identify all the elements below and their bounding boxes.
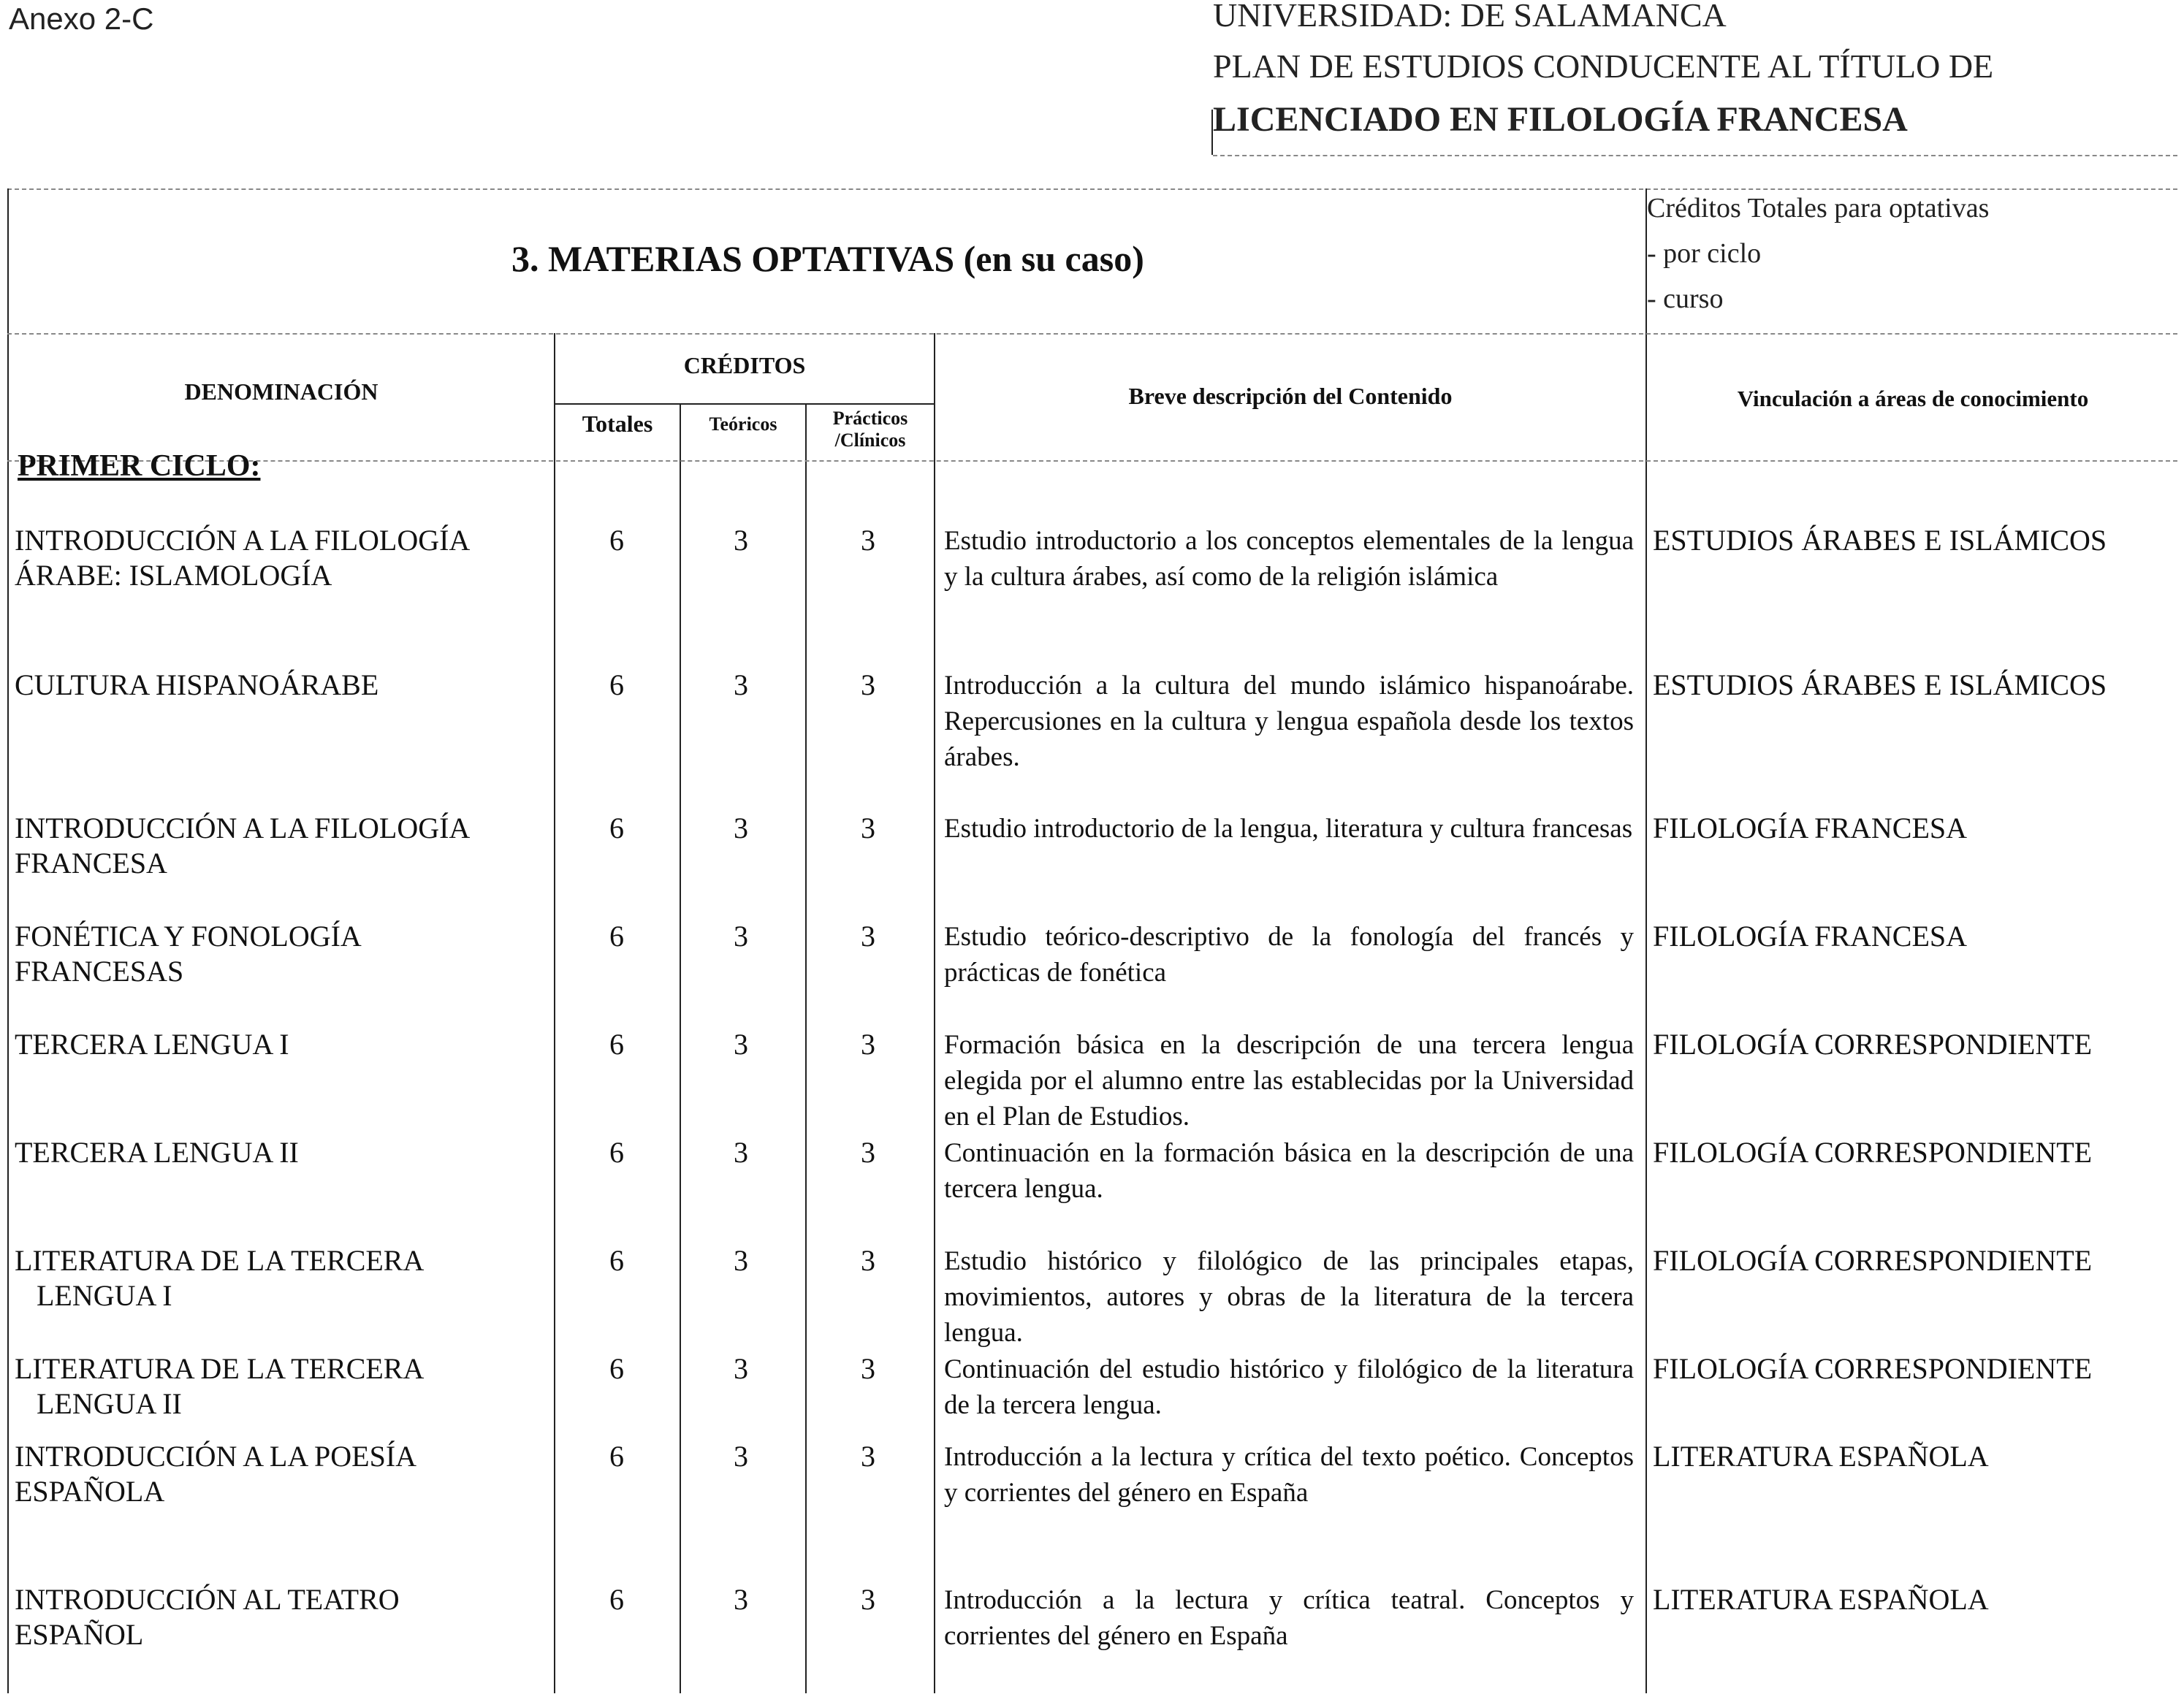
subject-name <box>15 1582 541 1652</box>
knowledge-area: FILOLOGÍA CORRESPONDIENTE <box>1653 1136 2093 1169</box>
col-header-totales: Totales <box>582 411 653 437</box>
knowledge-area: FILOLOGÍA CORRESPONDIENTE <box>1653 1244 2093 1277</box>
subject-name-line1: INTRODUCCIÓN AL TEATRO <box>15 1583 400 1616</box>
credits-teoricos: 3 <box>734 1352 748 1385</box>
credits-box-line: - curso <box>1647 283 1724 314</box>
credits-teoricos: 3 <box>734 1244 748 1277</box>
subject-name-line1: CULTURA HISPANOÁRABE <box>15 668 379 701</box>
subject-description: Formación básica en la descripción de una tercera lengua elegida por el alumno entre las establecidas por la Universidad en el Plan de Estudios. <box>944 1030 1634 1132</box>
col-divider-teoricos <box>680 403 681 1693</box>
subject-description: Estudio histórico y filológico de las principales etapas, movimientos, autores y obras de la literatura de la tercera lengua. <box>944 1246 1634 1348</box>
degree-box-left <box>1211 110 1213 155</box>
subject-name-line1: INTRODUCCIÓN A LA POESÍA <box>15 1440 417 1473</box>
credits-totales: 6 <box>609 668 624 701</box>
knowledge-area: FILOLOGÍA FRANCESA <box>1653 920 1968 953</box>
subject-description: Continuación en la formación básica en la descripción de una tercera lengua. <box>944 1138 1634 1204</box>
credits-practicos: 3 <box>861 1244 875 1277</box>
credits-totales: 6 <box>609 1244 624 1277</box>
credits-teoricos: 3 <box>734 524 748 557</box>
subject-description: Estudio teórico-descriptivo de la fonología del francés y prácticas de fonética <box>944 922 1634 988</box>
knowledge-area: FILOLOGÍA CORRESPONDIENTE <box>1653 1352 2093 1385</box>
col-divider-desc <box>934 333 935 1693</box>
col-divider-area <box>1645 188 1647 1693</box>
subject-name-line2: ESPAÑOL <box>15 1618 144 1651</box>
plan-line: PLAN DE ESTUDIOS CONDUCENTE AL TÍTULO DE <box>1213 47 1994 85</box>
table-left-border <box>7 188 9 1693</box>
credits-practicos: 3 <box>861 668 875 701</box>
credits-teoricos: 3 <box>734 1583 748 1616</box>
subject-name-line1: INTRODUCCIÓN A LA FILOLOGÍA <box>15 812 471 844</box>
knowledge-area: ESTUDIOS ÁRABES E ISLÁMICOS <box>1653 668 2107 701</box>
subject-name-line1: TERCERA LENGUA II <box>15 1136 299 1169</box>
credits-practicos: 3 <box>861 920 875 953</box>
col-header-teoricos: Teóricos <box>709 413 777 435</box>
creditos-subheader-line <box>554 403 934 405</box>
subject-description: Introducción a la lectura y crítica teatral. Conceptos y corrientes del género en España <box>944 1585 1634 1651</box>
credits-totales: 6 <box>609 524 624 557</box>
subject-description: Continuación del estudio histórico y filológico de la literatura de la tercera lengua. <box>944 1354 1634 1420</box>
subject-description: Estudio introductorio de la lengua, literatura y cultura francesas <box>944 814 1633 844</box>
subject-name-line2: LENGUA I <box>37 1279 172 1312</box>
credits-practicos: 3 <box>861 1028 875 1061</box>
degree-title: LICENCIADO EN FILOLOGÍA FRANCESA <box>1213 100 1908 139</box>
subject-name <box>15 1439 541 1509</box>
credits-totales: 6 <box>609 1136 624 1169</box>
subject-name-line1: TERCERA LENGUA I <box>15 1028 289 1061</box>
credits-teoricos: 3 <box>734 1028 748 1061</box>
degree-underline <box>1213 155 2177 156</box>
subject-name-line1: INTRODUCCIÓN A LA FILOLOGÍA <box>15 524 471 557</box>
credits-practicos: 3 <box>861 812 875 844</box>
annex-label: Anexo 2-C <box>9 1 154 36</box>
credits-teoricos: 3 <box>734 1136 748 1169</box>
subject-name <box>15 1027 541 1062</box>
credits-totales: 6 <box>609 920 624 953</box>
subject-name-line1: LITERATURA DE LA TERCERA <box>15 1352 425 1385</box>
subject-name <box>15 1135 541 1170</box>
subject-name <box>15 1243 541 1313</box>
subject-name-line1: FONÉTICA Y FONOLOGÍA <box>15 920 362 953</box>
credits-teoricos: 3 <box>734 812 748 844</box>
col-header-vinculacion: Vinculación a áreas de conocimiento <box>1737 386 2089 411</box>
col-header-practicos-line1: Prácticos <box>832 408 908 429</box>
col-header-denominacion: DENOMINACIÓN <box>184 378 378 405</box>
subject-name <box>15 668 541 703</box>
university-line: UNIVERSIDAD: DE SALAMANCA <box>1213 0 1727 34</box>
subject-name <box>15 1351 541 1422</box>
credits-totales: 6 <box>609 812 624 844</box>
credits-box-line: - por ciclo <box>1647 238 1762 269</box>
subject-name-line2: ESPAÑOLA <box>15 1475 165 1508</box>
credits-box <box>1647 186 1989 321</box>
credits-teoricos: 3 <box>734 668 748 701</box>
section-title: 3. MATERIAS OPTATIVAS (en su caso) <box>511 238 1144 279</box>
credits-teoricos: 3 <box>734 920 748 953</box>
credits-totales: 6 <box>609 1352 624 1385</box>
col-header-practicos-line2: /Clínicos <box>834 430 906 451</box>
credits-totales: 6 <box>609 1028 624 1061</box>
credits-practicos: 3 <box>861 524 875 557</box>
subject-name-line2: FRANCESA <box>15 847 167 880</box>
knowledge-area: FILOLOGÍA FRANCESA <box>1653 812 1968 844</box>
subject-name <box>15 811 541 881</box>
col-divider-practicos <box>805 403 807 1693</box>
section-bottom-border <box>7 333 2177 335</box>
knowledge-area: LITERATURA ESPAÑOLA <box>1653 1440 1989 1473</box>
subject-name <box>15 523 541 593</box>
credits-totales: 6 <box>609 1440 624 1473</box>
col-header-descripcion: Breve descripción del Contenido <box>1128 383 1453 409</box>
credits-totales: 6 <box>609 1583 624 1616</box>
col-header-creditos: CRÉDITOS <box>683 352 806 378</box>
subject-name-line1: LITERATURA DE LA TERCERA <box>15 1244 425 1277</box>
knowledge-area: FILOLOGÍA CORRESPONDIENTE <box>1653 1028 2093 1061</box>
credits-box-line: Créditos Totales para optativas <box>1647 193 1990 224</box>
cycle-label: PRIMER CICLO: <box>18 449 261 483</box>
credits-practicos: 3 <box>861 1583 875 1616</box>
subject-name <box>15 919 541 989</box>
knowledge-area: ESTUDIOS ÁRABES E ISLÁMICOS <box>1653 524 2107 557</box>
knowledge-area: LITERATURA ESPAÑOLA <box>1653 1583 1989 1616</box>
subject-name-line2: FRANCESAS <box>15 955 184 988</box>
credits-practicos: 3 <box>861 1440 875 1473</box>
credits-practicos: 3 <box>861 1352 875 1385</box>
subject-description: Introducción a la lectura y crítica del texto poético. Conceptos y corrientes del género en España <box>944 1442 1634 1508</box>
subject-name-line2: ÁRABE: ISLAMOLOGÍA <box>15 559 332 592</box>
header-bottom-border <box>7 460 2177 462</box>
subject-name-line2: LENGUA II <box>37 1387 182 1420</box>
col-divider-totales <box>554 333 555 1693</box>
subject-description: Estudio introductorio a los conceptos elementales de la lengua y la cultura árabes, así como de la religión islámica <box>944 526 1634 592</box>
credits-teoricos: 3 <box>734 1440 748 1473</box>
subject-description: Introducción a la cultura del mundo islámico hispanoárabe. Repercusiones en la cultura y lengua española desde los textos árabes. <box>944 671 1634 772</box>
credits-practicos: 3 <box>861 1136 875 1169</box>
col-header-practicos <box>807 408 934 451</box>
